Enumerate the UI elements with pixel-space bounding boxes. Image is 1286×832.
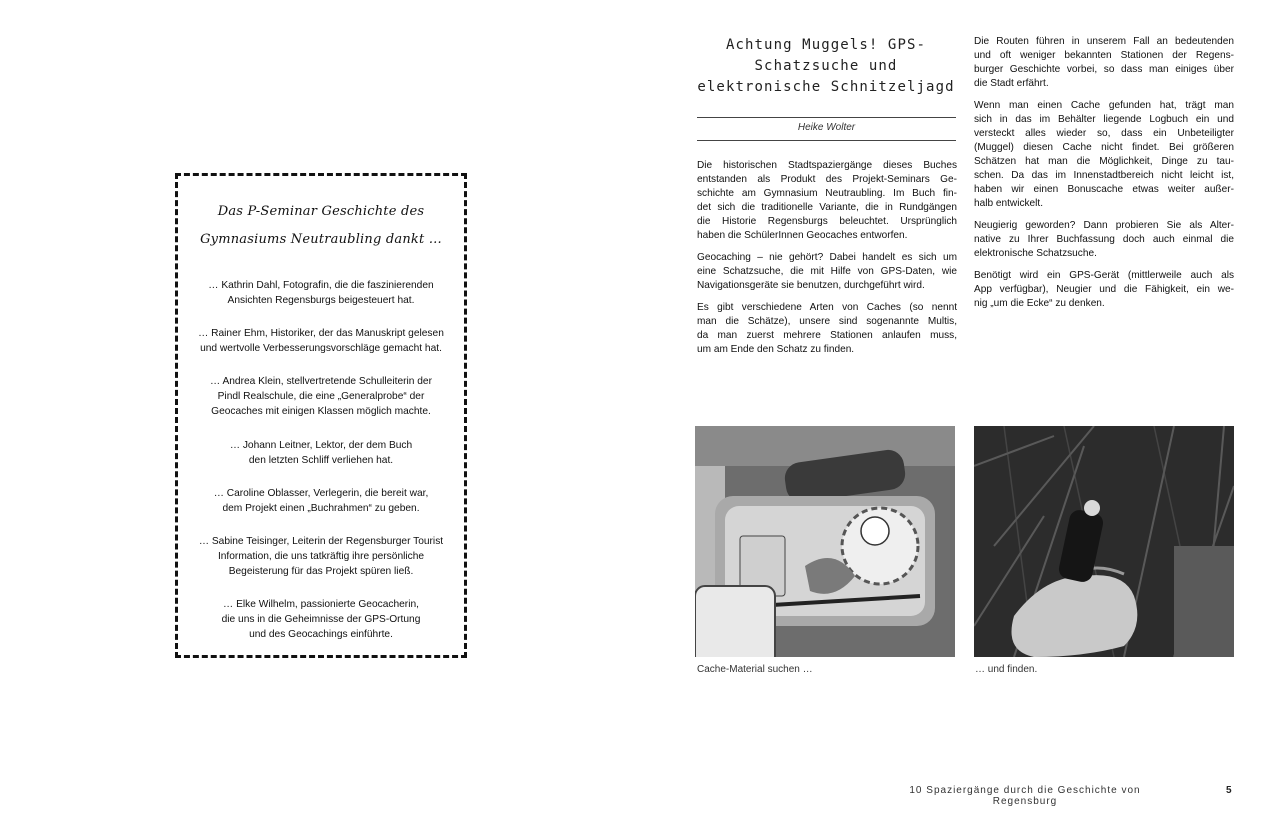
cache-material-image [695, 426, 955, 657]
thanks-line: … Caroline Oblasser, Verlegerin, die bereit war, [213, 487, 429, 499]
paragraph [974, 35, 1234, 91]
thanks-entry [186, 486, 456, 516]
text-line: entstanden als Produkt des Projekt-Seminars Ge- [697, 174, 957, 185]
text-line: Geocaching – nie gehört? Dabei handelt es sich um [697, 252, 957, 263]
thanks-entry [186, 374, 456, 419]
text-line: Schätzen hat man die Möglichkeit, Dinge zu tau- [974, 156, 1234, 167]
thanks-line: den letzten Schliff verliehen hat. [248, 454, 394, 466]
text-line: die Historie Regensburgs beleuchtet. Ursprünglich [697, 216, 957, 227]
title-line: Achtung Muggels! GPS- [725, 37, 927, 53]
thanks-line: Pindl Realschule, die eine „Generalprobe“ der [217, 391, 425, 403]
acknowledgements-list [186, 278, 456, 660]
thanks-line: … Johann Leitner, Lektor, der dem Buch [229, 439, 413, 451]
text-line: sich in das im Behälter liegende Logbuch ein und [974, 114, 1234, 125]
thanks-line: … Sabine Teisinger, Leiterin der Regensburger Tourist [198, 535, 444, 547]
text-line: haben die SchülerInnen Geocaches entworfen. [697, 230, 908, 241]
thanks-line: und wertvolle Verbesserungsvorschläge gemacht hat. [200, 343, 442, 355]
article-author: Heike Wolter [797, 122, 856, 133]
text-line: det sich die traditionelle Variante, die in Rundgängen [697, 202, 957, 213]
thanks-line: Information, die uns tatkräftig ihre persönliche [217, 550, 425, 562]
thanks-entry [186, 326, 456, 356]
text-line: Die historischen Stadtspaziergänge dieses Buches [697, 160, 957, 171]
divider-rule [697, 140, 956, 141]
thanks-line: Begeisterung für das Projekt spüren ließ. [228, 565, 414, 577]
acknowledgements-box [175, 173, 467, 658]
title-line: elektronische Schnitzeljagd [697, 79, 955, 95]
thanks-entry [186, 278, 456, 308]
paragraph [697, 159, 957, 243]
article-title [697, 35, 955, 98]
thanks-line: … Elke Wilhelm, passionierte Geocacherin, [223, 599, 419, 611]
thanks-line: Ansichten Regensburgs beigesteuert hat. [227, 295, 415, 306]
photo-caption: Cache-Material suchen … [697, 664, 813, 675]
paragraph [697, 301, 957, 357]
thanks-line: und des Geocachings einführte. [249, 629, 393, 641]
finding-cache-image [974, 426, 1234, 657]
text-line: halb entwickelt. [974, 198, 1044, 209]
heading-line: Gymnasiums Neutraubling dankt … [200, 232, 442, 247]
text-line: schichte am Gymnasium Neutraubling. Im Buch fin- [697, 188, 957, 199]
heading-line: Das P-Seminar Geschichte des [217, 204, 425, 219]
photo-cache-material [695, 426, 955, 657]
text-line: Benötigt wird ein GPS-Gerät (mittlerweile auch als [974, 270, 1234, 281]
text-line: native zu Ihrer Buchfassung doch auch einmal die [974, 234, 1234, 245]
text-line: um am Ende den Schatz zu finden. [697, 344, 855, 355]
thanks-entry [186, 438, 456, 468]
text-line: Navigationsgeräte sie benutzen, durchgeführt wird. [697, 280, 925, 291]
text-line: eine Schatzsuche, die mit Hilfe von GPS-Daten, wie [697, 266, 957, 277]
thanks-line: die uns in die Geheimnisse der GPS-Ortung [221, 614, 421, 626]
thanks-line: dem Projekt einen „Buchrahmen“ zu geben. [222, 502, 420, 514]
text-line: und oft weniger bekannten Stationen der Regens- [974, 50, 1234, 61]
text-line: Neugierig geworden? Dann probieren Sie als Alter- [974, 220, 1234, 231]
text-line: elektronische Schatzsuche. [974, 248, 1097, 259]
paragraph [974, 99, 1234, 211]
thanks-entry [186, 534, 456, 579]
thanks-line: … Kathrin Dahl, Fotografin, die die faszinierenden [208, 280, 434, 291]
thanks-line: … Rainer Ehm, Historiker, der das Manuskript gelesen [198, 328, 444, 340]
running-footer: 10 Spaziergänge durch die Geschichte von Regensburg [909, 785, 1141, 807]
text-line: App verfügbar), Neugier und die Fähigkeit, ein we- [974, 284, 1234, 295]
paragraph [974, 219, 1234, 261]
text-line: Es gibt verschiedene Arten von Caches (so nennt [697, 302, 957, 313]
text-line: nig „um die Ecke“ zu denken. [974, 298, 1105, 309]
text-line: burger Geschichte vorbei, so dass man einiges über [974, 64, 1234, 75]
text-line: Die Routen führen in unserem Fall an bedeutenden [974, 36, 1234, 47]
thanks-line: Geocaches mit einigen Klassen möglich machte. [211, 406, 431, 418]
page-number: 5 [1226, 785, 1232, 796]
divider-rule [697, 117, 956, 118]
text-line: (Muggel) diesen Cache nicht findet. Bei größeren [974, 142, 1234, 153]
paragraph [697, 251, 957, 293]
text-line: da man zuerst mehrere Stationen anlaufen muss, [697, 330, 957, 341]
thanks-line: … Andrea Klein, stellvertretende Schulleiterin der [210, 376, 432, 388]
paragraph [974, 269, 1234, 311]
article-column-left [697, 159, 957, 365]
photo-finding [974, 426, 1234, 657]
text-line: haben wir einen Bonuscache etwas weiter außer- [974, 184, 1234, 195]
title-line: Schatzsuche und [754, 58, 898, 74]
text-line: Wenn man einen Cache gefunden hat, trägt man [974, 100, 1234, 111]
text-line: die Stadt erfährt. [974, 78, 1049, 89]
text-line: versteckt alles wieder so, dass ein Unbeteiligter [974, 128, 1234, 139]
photo-caption: … und finden. [975, 664, 1038, 675]
article-column-right [974, 35, 1234, 319]
acknowledgements-heading [178, 198, 464, 254]
text-line: schen. Da das im Innenstadtbereich nicht leicht ist, [974, 170, 1234, 181]
text-line: man die Schätze), unsere sind sogenannte Multis, [697, 316, 957, 327]
thanks-entry [186, 597, 456, 642]
